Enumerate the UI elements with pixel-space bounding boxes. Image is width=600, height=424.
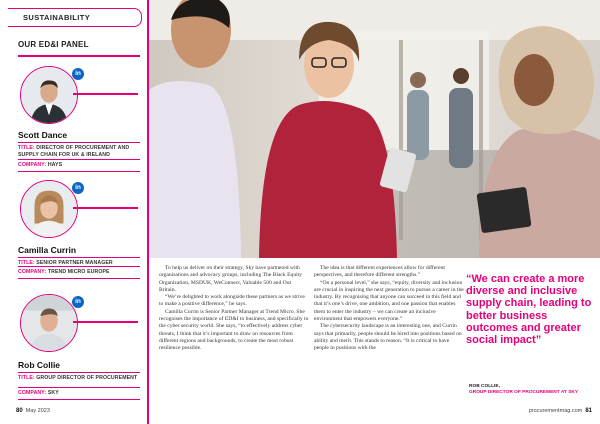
panel-title: OUR ED&I PANEL: [18, 40, 89, 49]
panel-member-name: Rob Collie: [18, 360, 61, 370]
panel-member-name: Camilla Currin: [18, 245, 77, 255]
avatar-wrap: [18, 294, 138, 354]
avatar-connector-line: [73, 207, 138, 209]
company-key: COMPANY:: [18, 162, 47, 168]
avatar: [20, 66, 78, 124]
article-photo: [149, 0, 600, 258]
article-paragraph: To help us deliver on their strategy, Sky have partnered with organisations and advocacy groups, including The Black Equity Organization, MSDUK, WeConnect, Valuable 500 and Out Britain.: [159, 265, 303, 293]
company-key: COMPANY:: [18, 269, 47, 275]
linkedin-icon[interactable]: in: [72, 182, 84, 194]
title-value: DIRECTOR OF PROCUREMENT AND SUPPLY CHAIN FOR UK & IRELAND: [18, 145, 130, 158]
section-tag-label: SUSTAINABILITY: [23, 13, 91, 22]
avatar-wrap: [18, 66, 138, 126]
ed-i-panel-sidebar: [0, 0, 150, 424]
article-column-1: [159, 265, 309, 353]
linkedin-icon[interactable]: in: [72, 296, 84, 308]
panel-member-name: Scott Dance: [18, 130, 68, 140]
linkedin-icon[interactable]: in: [72, 68, 84, 80]
website-url[interactable]: procurementmag.com: [528, 408, 583, 414]
article-column-2: [314, 265, 464, 353]
panel-member-title: [18, 372, 140, 382]
page-number-left: 80: [16, 408, 23, 414]
company-key: COMPANY:: [18, 390, 47, 396]
avatar: [20, 180, 78, 238]
article-paragraph: “On a personal level,” she says, “equity, diversity and inclusion are crucial in inspiring the next generation to pursue a career in the industry. By recognising that anyone can succeed in this field and that it’s one’s drive, one ambition, and one passion that enables them to enter the industry – we can create an inclusive environment that empowers everyone.”: [314, 279, 464, 323]
avatar: [20, 294, 78, 352]
title-key: TITLE:: [18, 375, 35, 381]
company-value: HAYS: [47, 162, 63, 168]
pull-quote: “We can create a more diverse and inclusive supply chain, leading to better business outcomes and greater social impact”: [466, 273, 592, 347]
avatar-connector-line: [73, 321, 138, 323]
panel-title-divider: [18, 55, 140, 57]
pull-quote-attribution: [469, 384, 595, 396]
title-value: SENIOR PARTNER MANAGER: [36, 260, 113, 266]
avatar-portrait: [21, 67, 77, 123]
footer-left: [16, 408, 50, 414]
avatar-portrait: [21, 295, 77, 351]
panel-member-title: [18, 142, 140, 158]
avatar-portrait: [21, 181, 77, 237]
section-tag: [8, 8, 142, 27]
issue-date: May 2023: [25, 408, 50, 414]
title-value: GROUP DIRECTOR OF PROCUREMENT: [36, 375, 138, 381]
pull-quote-author: ROB COLLIE,: [469, 384, 500, 389]
panel-member-company: [18, 266, 140, 279]
company-value: TREND MICRO EUROPE: [47, 269, 110, 275]
company-value: SKY: [47, 390, 59, 396]
article-paragraph: “We’re delighted to work alongside these partners as we strive to make a positive difference,” he says.: [159, 294, 305, 308]
article-paragraph: Camilla Currin is Senior Partner Manager at Trend Micro. She recognises the importance of ED&I to business, and specifically to the cyber security world. She says, “to effectively address cyber threats, I think that it’s important to draw on resources from different regions and backgrounds, to create the most robust resilience possible.: [159, 308, 309, 352]
article-paragraph: The cybersecurity landscape is an interesting one, and Currin says that primarily, people should be hired into positions based on ability and merit. This stands to reason. “It is critical to have people in positions with the: [314, 323, 462, 352]
article-paragraph: The idea is that different experiences allow for different perspectives, and therefore different strengths.”: [314, 265, 445, 279]
panel-member-company: [18, 159, 140, 172]
page-number-right: 81: [585, 408, 592, 414]
title-key: TITLE:: [18, 145, 35, 151]
avatar-wrap: [18, 180, 138, 240]
title-key: TITLE:: [18, 260, 35, 266]
footer-right: [529, 408, 592, 414]
pull-quote-role: GROUP DIRECTOR OF PROCUREMENT AT SKY: [469, 390, 579, 395]
avatar-connector-line: [73, 93, 138, 95]
office-team-photo: [149, 0, 600, 258]
panel-member-company: [18, 387, 140, 400]
